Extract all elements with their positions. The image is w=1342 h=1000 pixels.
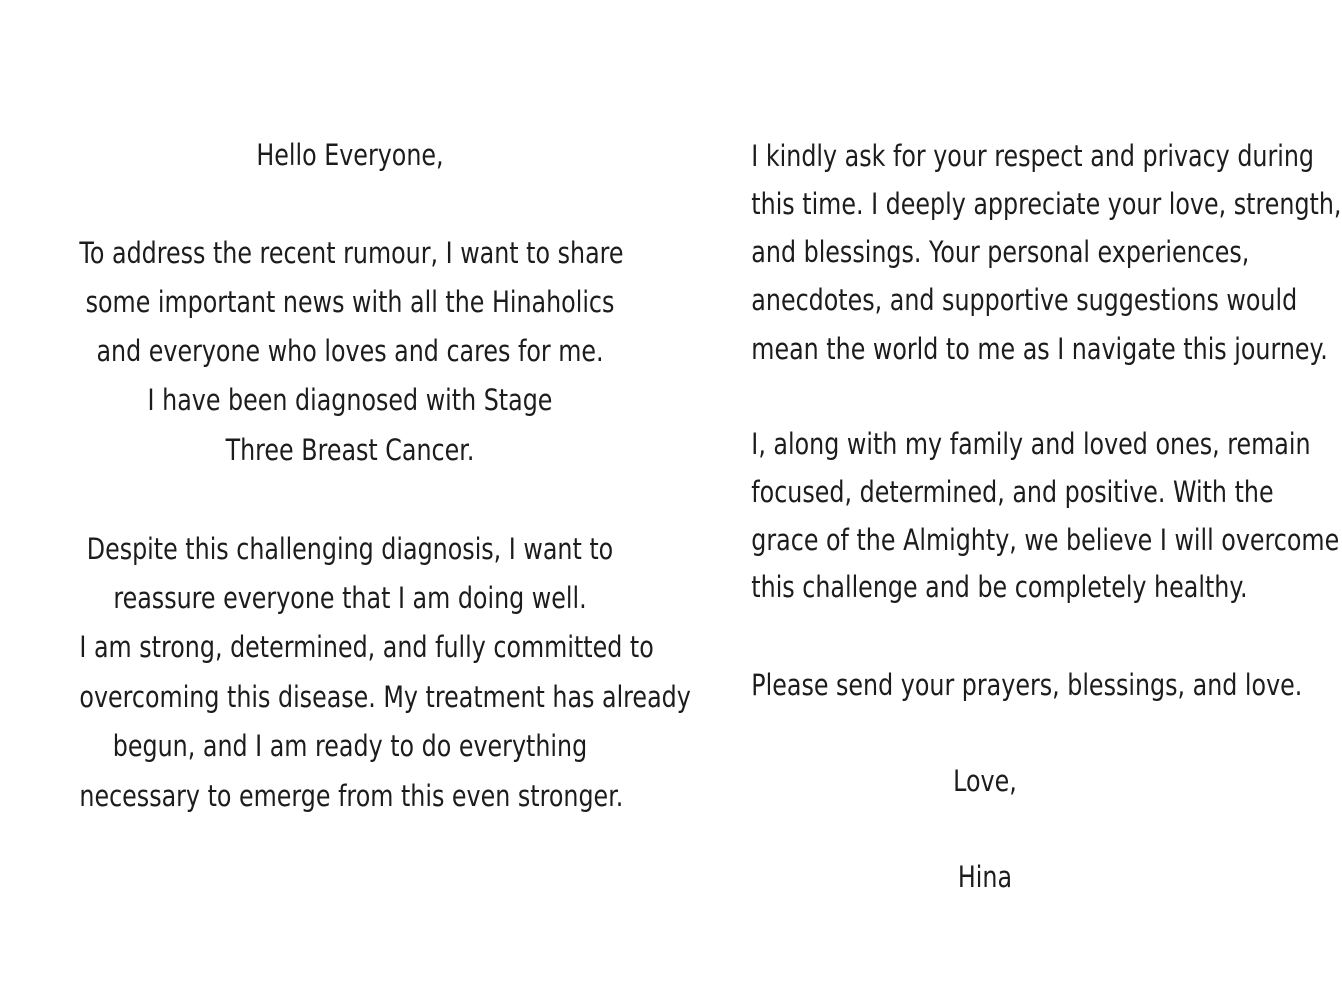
paragraph-line: and blessings. Your personal experiences, bbox=[751, 235, 1250, 269]
paragraph-line: To address the recent rumour, I want to share bbox=[79, 236, 624, 270]
paragraph-line: and everyone who loves and cares for me. bbox=[96, 334, 604, 368]
greeting: Hello Everyone, bbox=[256, 138, 444, 172]
paragraph-line: Three Breast Cancer. bbox=[225, 433, 475, 467]
paragraph-line: begun, and I am ready to do everything bbox=[112, 729, 588, 763]
prayer-request: Please send your prayers, blessings, and love. bbox=[751, 668, 1303, 702]
paragraph-line: this challenge and be completely healthy. bbox=[751, 570, 1248, 604]
paragraph-line: some important news with all the Hinaholics bbox=[85, 285, 615, 319]
paragraph-line: I am strong, determined, and fully committed to bbox=[79, 630, 654, 664]
signature: Hina bbox=[957, 860, 1013, 894]
paragraph-line: focused, determined, and positive. With the bbox=[751, 475, 1274, 509]
paragraph-line: I, along with my family and loved ones, remain bbox=[751, 427, 1311, 461]
paragraph-line: this time. I deeply appreciate your love, strength, bbox=[751, 187, 1342, 221]
paragraph-line: I have been diagnosed with Stage bbox=[147, 383, 553, 417]
paragraph-line: mean the world to me as I navigate this journey. bbox=[751, 332, 1328, 366]
paragraph-line: reassure everyone that I am doing well. bbox=[113, 581, 587, 615]
paragraph-line: grace of the Almighty, we believe I will overcome bbox=[751, 523, 1340, 557]
paragraph-line: necessary to emerge from this even stronger. bbox=[79, 779, 624, 813]
closing: Love, bbox=[953, 764, 1017, 798]
paragraph-line: anecdotes, and supportive suggestions would bbox=[751, 283, 1298, 317]
paragraph-line: I kindly ask for your respect and privacy during bbox=[751, 139, 1315, 173]
paragraph-line: overcoming this disease. My treatment has already bbox=[79, 680, 691, 714]
paragraph-line: Despite this challenging diagnosis, I want to bbox=[86, 532, 614, 566]
